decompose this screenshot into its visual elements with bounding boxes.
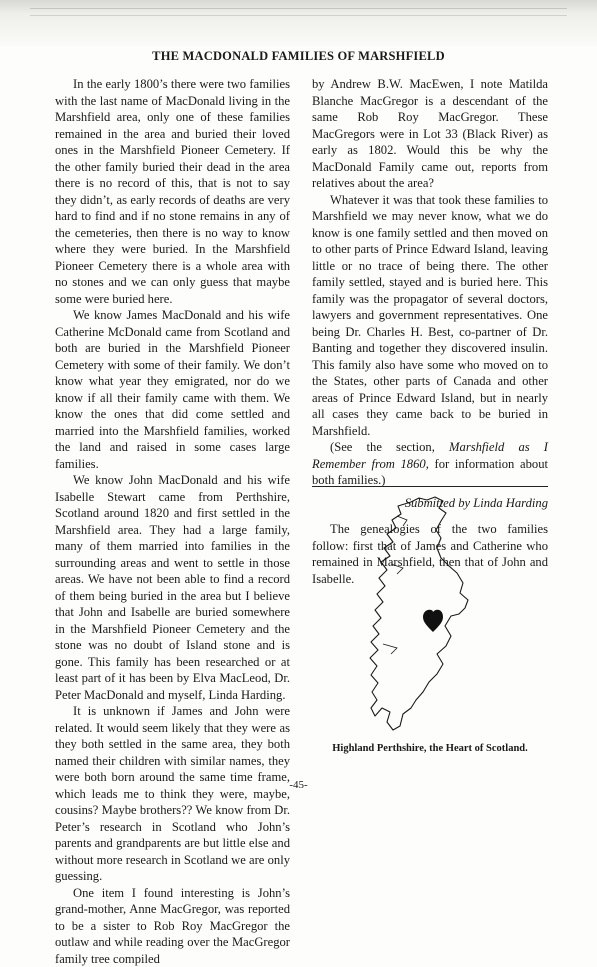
map-caption: Highland Perthshire, the Heart of Scotland.: [312, 743, 548, 754]
bleed-through-rule: [30, 8, 567, 16]
paragraph-2: We know James MacDonald and his wife Catherine McDonald came from Scotland and both are buried in the Marshfield Pioneer Cemetery with some of their family. We don’t know what year they emigrated, nor do we know if all their family came with them. We know the ones that did come settled and married into the Marshfield families, worked the land and raised in some cases large families.: [55, 307, 290, 472]
heart-icon: [423, 610, 443, 632]
loch-line-2: [391, 564, 403, 574]
paragraph-5: One item I found interesting is John’s grand-mother, Anne MacGregor, was reported to be a sister to Rob Roy MacGregor the outlaw and while reading over the MacGregor family tree compiled: [55, 885, 290, 967]
paragraph-4: It is unknown if James and John were related. It would seem likely that they were as they both settled in the same area, they both named their children with similar names, they were both born around the same time frame, which leads me to think they were, maybe, cousins? Maybe brothers?? We know from Dr. Peter’s research in Scotland who John’s parents and grandparents are but little else and without more research in Scotland we are only guessing.: [55, 703, 290, 885]
see-section-title: Marshfield as I Remember from 1860,: [312, 440, 548, 471]
loch-line-3: [383, 644, 397, 654]
left-column: [55, 76, 290, 967]
scotland-map-icon: [345, 494, 495, 734]
page-number: -45-: [0, 779, 597, 791]
bleed-through-header: [0, 0, 597, 46]
page-title: THE MACDONALD FAMILIES OF MARSHFIELD: [0, 49, 597, 64]
genealogies-intro: The genealogies of the two families follow: first that of James and Catherine who remained in Marshfield, then that of John and Isabelle.: [312, 521, 548, 587]
loch-line-1: [397, 516, 407, 526]
paragraph-3: We know John MacDonald and his wife Isabelle Stewart came from Perthshire, Scotland around 1820 and first settled in the Marshfield area. They had a large family, many of them married into families in the surrounding areas and went to settle in those areas. We have not been able to find a record of them being buried in the area but I believe that John and Isabelle are buried somewhere in the Marshfield Pioneer Cemetery and the stone was no doubt of Island stone and is gone. This family has been researched or at least part of it has been by Elva MacLeod, Dr. Peter MacDonald and myself, Linda Harding.: [55, 472, 290, 703]
see-prefix: (See the section,: [330, 440, 449, 454]
continuation-paragraph: by Andrew B.W. MacEwen, I note Matilda Blanche MacGregor is a descendant of the same Rob Roy MacGregor. These MacGregors were in Lot 33 (Black River) as early as 1802. Would this be why the MacDonald Family came out, reports from relatives about the area?: [312, 76, 548, 192]
section-divider: [312, 486, 548, 487]
submitted-by: Submitted by Linda Harding: [312, 495, 548, 512]
paragraph-1: In the early 1800’s there were two families with the last name of MacDonald living in the Marshfield area, only one of these families remained in the area and buried their loved ones in the Marshfield Pioneer Cemetery. If the other family buried their dead in the area there is no record of this, that is not to say they didn’t, as early records of deaths are very hard to find and if no stone remains in any of the cemeteries, then there is no way to know where they were buried. In the Marshfield Pioneer Cemetery there is a whole area with no stones and we can only guess that maybe some were buried here.: [55, 76, 290, 307]
paragraph-whatever: Whatever it was that took these families to Marshfield we may never know, what we do know is one family settled and then moved on to other parts of Prince Edward Island, leaving little or no trace of being there. The other family settled, stayed and is buried here. This family was the propagator of several doctors, lawyers and government representatives. One being Dr. Charles H. Best, co-partner of Dr. Banting and together they discovered insulin. This family also have some who moved on to the States, other parts of Canada and other areas of Prince Edward Island, but in nearly all cases they came back to be buried in Marshfield.: [312, 192, 548, 440]
scotland-outline: [370, 497, 468, 730]
see-suffix: for information about both families.): [312, 457, 548, 488]
see-section-note: [312, 439, 548, 489]
